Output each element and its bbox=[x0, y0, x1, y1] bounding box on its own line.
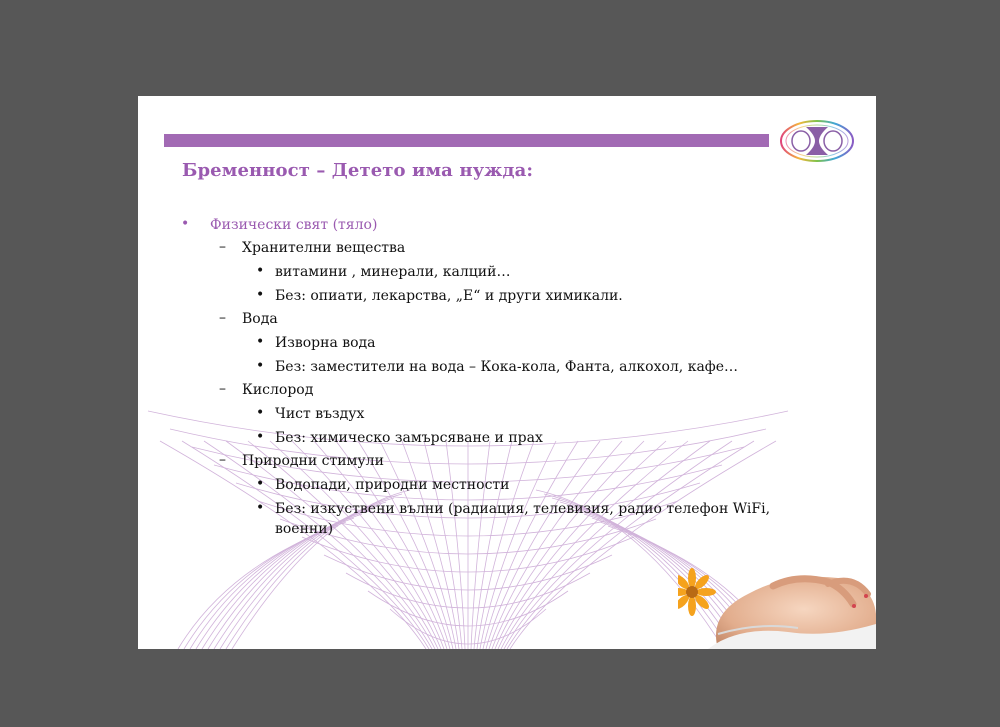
list-item-continuation: военни) bbox=[275, 521, 334, 537]
group-heading: Вода bbox=[242, 311, 278, 327]
dash-marker: – bbox=[219, 310, 226, 326]
pregnant-belly-photo bbox=[678, 554, 876, 649]
bullet-marker: • bbox=[256, 263, 265, 279]
group-heading: Природни стимули bbox=[242, 453, 384, 469]
bullet-marker: • bbox=[256, 405, 265, 421]
list-item: Изворна вода bbox=[275, 335, 376, 351]
bullet-marker: • bbox=[181, 216, 190, 232]
bullet-marker: • bbox=[256, 429, 265, 445]
list-item: Без: опиати, лекарства, „Е“ и други химикали. bbox=[275, 288, 623, 304]
slide-title: Бременност – Детето има нужда: bbox=[182, 160, 534, 181]
list-item: Водопади, природни местности bbox=[275, 477, 510, 493]
dash-marker: – bbox=[219, 381, 226, 397]
slide bbox=[138, 96, 876, 649]
bullet-marker: • bbox=[256, 358, 265, 374]
header-bar bbox=[164, 134, 769, 147]
logo-icon bbox=[779, 118, 855, 164]
group-heading: Хранителни вещества bbox=[242, 240, 406, 256]
list-item: витамини , минерали, калций… bbox=[275, 264, 511, 280]
dash-marker: – bbox=[219, 452, 226, 468]
dash-marker: – bbox=[219, 239, 226, 255]
topic-label: Физически свят (тяло) bbox=[210, 217, 378, 233]
bullet-marker: • bbox=[256, 476, 265, 492]
list-item: Чист въздух bbox=[275, 406, 365, 422]
bullet-marker: • bbox=[256, 287, 265, 303]
list-item: Без: химическо замърсяване и прах bbox=[275, 430, 543, 446]
bullet-marker: • bbox=[256, 334, 265, 350]
group-heading: Кислород bbox=[242, 382, 314, 398]
list-item: Без: изкуствени вълни (радиация, телевизия, радио телефон WiFi, bbox=[275, 501, 771, 517]
bullet-marker: • bbox=[256, 500, 265, 516]
list-item: Без: заместители на вода – Кока-кола, Фанта, алкохол, кафе… bbox=[275, 359, 739, 375]
